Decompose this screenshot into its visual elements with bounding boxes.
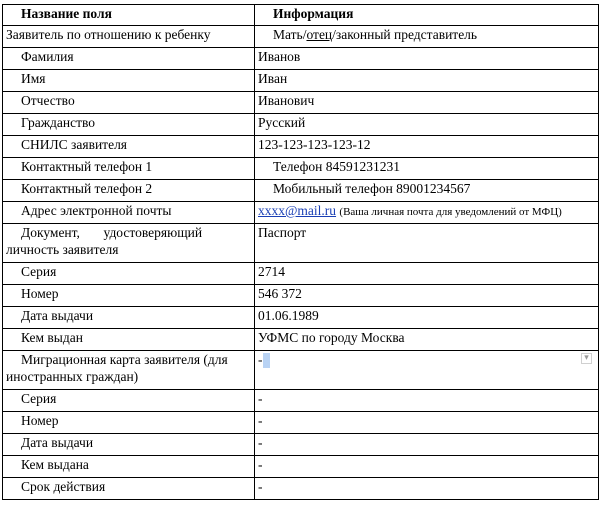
table-row — [3, 114, 599, 136]
email-note: (Ваша личная почта для уведомлений от МФЦ) — [339, 206, 562, 218]
applicant-info-table — [2, 4, 599, 500]
table-row — [3, 478, 599, 500]
table-row — [3, 285, 599, 307]
table-row — [3, 136, 599, 158]
document-label-line1: Документ, удостоверяющий — [21, 225, 203, 240]
table-row — [3, 180, 599, 202]
row-value[interactable]: 2714 — [255, 263, 599, 285]
row-label: Кем выдана — [3, 456, 255, 478]
table-row — [3, 390, 599, 412]
table-row — [3, 412, 599, 434]
row-value[interactable]: УФМС по городу Москва — [255, 329, 599, 351]
row-label: Гражданство — [3, 114, 255, 136]
row-value[interactable]: - — [255, 456, 599, 478]
table-row — [3, 434, 599, 456]
table-row — [3, 48, 599, 70]
row-label: Контактный телефон 2 — [3, 180, 255, 202]
row-label — [3, 224, 255, 263]
row-value[interactable]: Иван — [255, 70, 599, 92]
row-value[interactable]: Иванович — [255, 92, 599, 114]
row-label: Серия — [3, 390, 255, 412]
row-label: Контактный телефон 1 — [3, 158, 255, 180]
migration-value: - — [258, 352, 263, 367]
row-label: Имя — [3, 70, 255, 92]
relation-guardian: /законный представитель — [332, 27, 478, 42]
table-row — [3, 26, 599, 48]
table-row — [3, 351, 599, 390]
row-label: Отчество — [3, 92, 255, 114]
row-label: Номер — [3, 285, 255, 307]
row-label: Кем выдан — [3, 329, 255, 351]
table-row — [3, 92, 599, 114]
chevron-down-icon[interactable]: ▾ — [581, 353, 592, 364]
document-label-line2: личность заявителя — [6, 242, 119, 257]
row-label — [3, 351, 255, 390]
table-row — [3, 202, 599, 224]
table-row — [3, 456, 599, 478]
table-row — [3, 263, 599, 285]
row-value[interactable]: Мобильный телефон 89001234567 — [255, 180, 599, 202]
row-value[interactable]: - — [255, 390, 599, 412]
migration-label-line2: иностранных граждан) — [6, 369, 139, 384]
table-row — [3, 224, 599, 263]
row-label: Серия — [3, 263, 255, 285]
row-label: Фамилия — [3, 48, 255, 70]
row-label: Заявитель по отношению к ребенку — [3, 26, 255, 48]
relation-mother: Мать/ — [273, 27, 307, 42]
row-value[interactable]: 123-123-123-123-12 — [255, 136, 599, 158]
text-cursor-selection — [263, 353, 270, 368]
row-value[interactable]: - — [255, 412, 599, 434]
header-field-name: Название поля — [3, 5, 255, 26]
table-row — [3, 158, 599, 180]
row-value[interactable]: 546 372 — [255, 285, 599, 307]
row-value[interactable]: Паспорт — [255, 224, 599, 263]
row-value[interactable]: - — [255, 434, 599, 456]
header-information: Информация — [255, 5, 599, 26]
row-value[interactable] — [255, 202, 599, 224]
table-row — [3, 329, 599, 351]
table-row — [3, 307, 599, 329]
row-label: Адрес электронной почты — [3, 202, 255, 224]
row-label: Дата выдачи — [3, 307, 255, 329]
row-value[interactable]: 01.06.1989 — [255, 307, 599, 329]
relation-father: отец — [306, 27, 333, 42]
row-value[interactable]: Русский — [255, 114, 599, 136]
row-label: СНИЛС заявителя — [3, 136, 255, 158]
table-row — [3, 70, 599, 92]
migration-label-line1: Миграционная карта заявителя (для — [21, 352, 228, 367]
migration-value-cell[interactable] — [255, 351, 599, 390]
row-label: Срок действия — [3, 478, 255, 500]
row-value[interactable]: Телефон 84591231231 — [255, 158, 599, 180]
email-link[interactable]: xxxx@mail.ru — [258, 203, 337, 218]
row-value[interactable]: - — [255, 478, 599, 500]
row-label: Дата выдачи — [3, 434, 255, 456]
row-label: Номер — [3, 412, 255, 434]
row-value[interactable]: Иванов — [255, 48, 599, 70]
row-value[interactable] — [255, 26, 599, 48]
header-row — [3, 5, 599, 26]
